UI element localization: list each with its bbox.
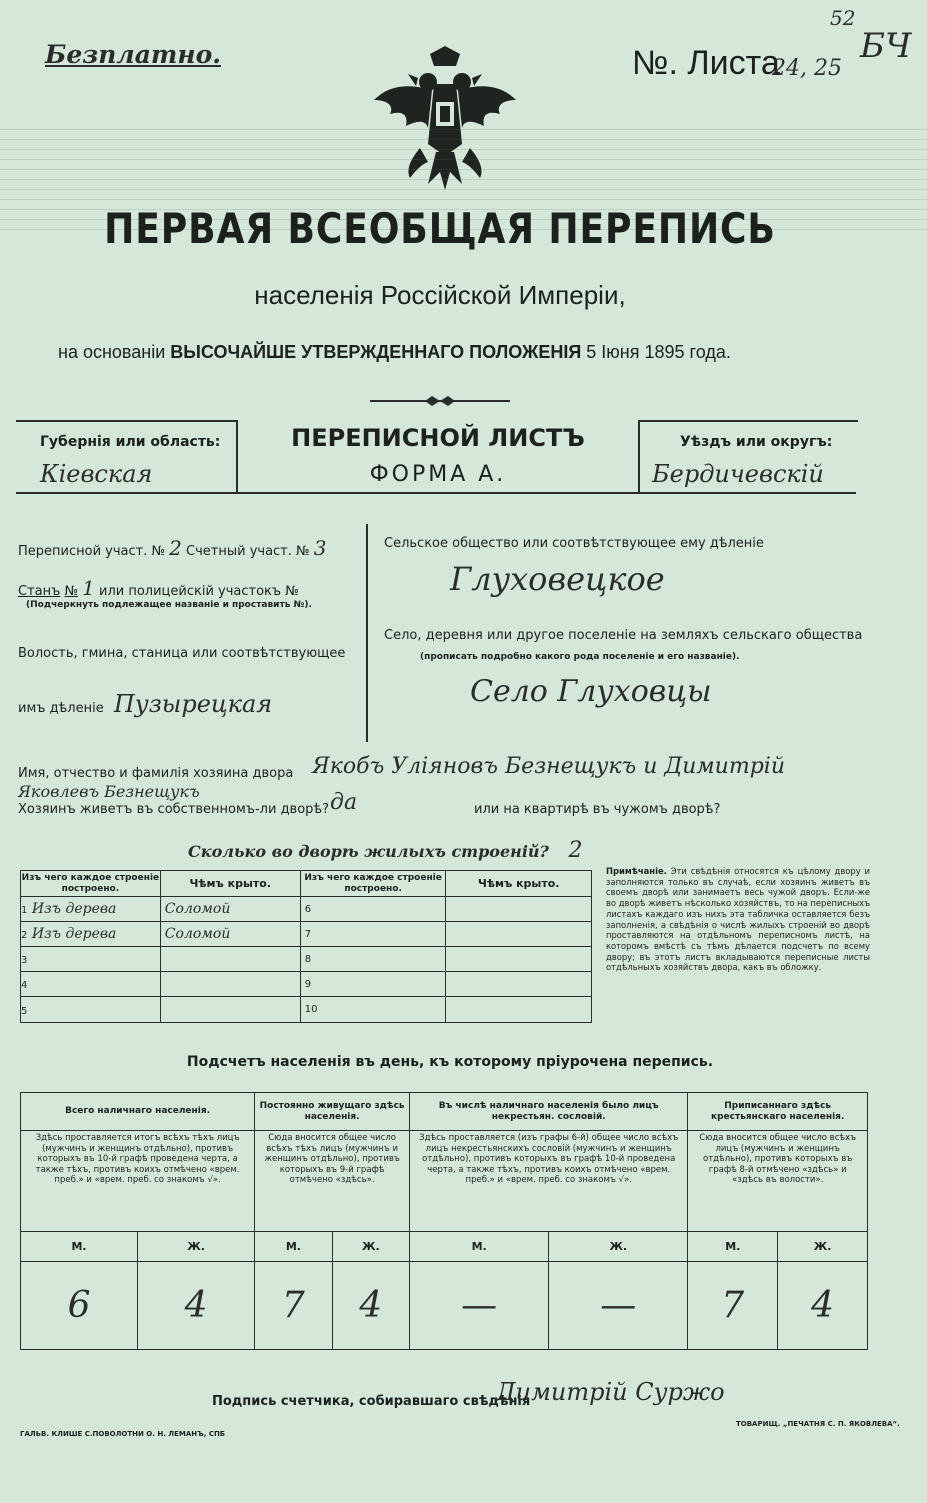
group-3-f-label: Ж. <box>549 1231 688 1261</box>
district-label: Уѣздъ или округъ: <box>680 434 833 450</box>
signature-value: Димитрій Суржо <box>496 1378 725 1406</box>
group-4-m-label: М. <box>688 1231 778 1261</box>
tally-values-row <box>21 1261 868 1349</box>
printer-right: ТОВАРИЩ. „ПЕЧАТНЯ С. П. ЯКОВЛЕВА“. <box>736 1420 900 1428</box>
group-2-desc: Сюда вносится общее число всѣхъ тѣхъ лицъ (мужчинъ и женщинъ отдѣльно), противъ которыхъ въ 9-й графѣ отмѣчено «здѣсь». <box>255 1131 410 1231</box>
table-row: 5 10 <box>21 997 592 1023</box>
village-label: Село, деревня или другое поселеніе на земляхъ сельскаго общества <box>384 628 863 643</box>
corner-number: 52 <box>830 6 856 30</box>
stan-field: Станъ № 1 или полицейскій участокъ № <box>18 576 299 600</box>
group-4-f-value: 4 <box>778 1261 868 1349</box>
tally-heading: Подсчетъ населенія въ день, къ которому пріурочена перепись. <box>186 1054 714 1070</box>
group-3-m-label: М. <box>410 1231 549 1261</box>
printer-left: ГАЛЬВ. КЛИШЕ С.ПОВОЛОТНИ О. Н. ЛЕМАНЪ, СПБ <box>20 1430 226 1438</box>
ornament-divider-icon <box>370 394 510 408</box>
owner-lives-value: да <box>330 790 358 815</box>
table-row: 3 8 <box>21 947 592 972</box>
buildings-table <box>20 870 592 1023</box>
col-roof-left: Чѣмъ крыто. <box>160 871 300 897</box>
group-1-m-value: 6 <box>21 1261 138 1349</box>
owner-name-value-2: Яковлевъ Безнещукъ <box>18 782 200 801</box>
group-2-m-label: М. <box>255 1231 332 1261</box>
owner-name-value-1: Якобъ Уліяновъ Безнещукъ и Димитрій <box>312 754 785 779</box>
table-row: 4 9 <box>21 972 592 997</box>
sub-title: населенія Россійской Имперіи, <box>254 280 626 310</box>
group-1-f-value: 4 <box>138 1261 255 1349</box>
col-roof-right: Чѣмъ крыто. <box>446 871 592 897</box>
group-3-title: Въ числѣ наличнаго населенія было лицъ некрестьян. сословій. <box>410 1093 688 1131</box>
corner-letters: БЧ <box>860 26 912 66</box>
group-2-f-label: Ж. <box>332 1231 409 1261</box>
form-subtitle: ФОРМА А. <box>369 462 507 487</box>
sheet-number-label: №. Листа <box>632 44 780 82</box>
col-built-right: Изъ чего каждое строеніе построено. <box>300 871 446 897</box>
society-value: Глуховецкое <box>450 560 665 598</box>
province-label: Губернія или область: <box>40 434 221 450</box>
tally-table <box>20 1092 868 1350</box>
group-3-desc: Здѣсь проставляется (изъ графы 6-й) общее число всѣхъ лицъ некрестьянскихъ сословій (мужчинъ и женщинъ отдѣльно), противъ которыхъ въ графѣ 10-й проведена черта, а также тѣхъ, противъ коихъ отмѣчено «врем. преб.» и «врем. преб. со знакомъ √». <box>410 1131 688 1231</box>
group-3-m-value: — <box>410 1261 549 1349</box>
header-rule <box>16 492 856 494</box>
col-built-left: Изъ чего каждое строеніе построено. <box>21 871 161 897</box>
group-4-title: Приписаннаго здѣсь крестьянскаго населенія. <box>688 1093 868 1131</box>
column-divider <box>366 524 368 742</box>
main-title: ПЕРВАЯ ВСЕОБЩАЯ ПЕРЕПИСЬ <box>104 204 776 253</box>
society-label: Сельское общество или соотвѣтствующее ему дѣленіе <box>384 536 764 551</box>
basis-line: на основаніи ВЫСОЧАЙШЕ УТВЕРЖДЕННАГО ПОЛОЖЕНІЯ 5 Іюня 1895 года. <box>58 342 731 362</box>
district-value: Бердичевскій <box>652 460 824 488</box>
group-1-m-label: М. <box>21 1231 138 1261</box>
village-value: Село Глуховцы <box>470 674 712 709</box>
group-2-m-value: 7 <box>255 1261 332 1349</box>
owner-rent-label: или на квартирѣ въ чужомъ дворѣ? <box>474 802 721 817</box>
underline-note: (Подчеркнуть подлежащее названіе и проставить №). <box>26 600 312 610</box>
province-value: Кіевская <box>40 460 153 488</box>
group-1-title: Всего наличнаго населенія. <box>21 1093 255 1131</box>
form-title: ПЕРЕПИСНОЙ ЛИСТЪ <box>291 424 585 452</box>
owner-name-label: Имя, отчество и фамилія хозяина двора <box>18 766 294 781</box>
signature-label: Подпись счетчика, собиравшаго свѣдѣнія <box>212 1394 531 1409</box>
buildings-count-field: Сколько во дворѣ жилыхъ строеній? 2 <box>188 838 583 863</box>
group-4-desc: Сюда вносится общее число всѣхъ лицъ (мужчинъ и женщинъ отдѣльно), противъ которыхъ въ графѣ 8-й отмѣчено «здѣсь» и «здѣсь въ волости». <box>688 1131 868 1231</box>
owner-lives-label: Хозяинъ живетъ въ собственномъ-ли дворѣ? <box>18 802 330 817</box>
group-4-m-value: 7 <box>688 1261 778 1349</box>
group-2-f-value: 4 <box>332 1261 409 1349</box>
table-row: 2 Изъ дерева Соломой 7 <box>21 922 592 947</box>
sheet-number-value: 24, 25 <box>772 56 842 81</box>
group-1-desc: Здѣсь проставляется итогъ всѣхъ тѣхъ лицъ (мужчинъ и женщинъ отдѣльно), противъ которыхъ въ 10-й графѣ проведена черта, а также тѣхъ, противъ коихъ отмѣчено «врем. преб.» и «врем. преб. со знакомъ √». <box>21 1131 255 1231</box>
table-row: 1 Изъ дерева Соломой 6 <box>21 897 592 922</box>
division-field: имъ дѣленіе Пузырецкая <box>18 690 273 718</box>
group-3-f-value: — <box>549 1261 688 1349</box>
group-4-f-label: Ж. <box>778 1231 868 1261</box>
group-1-f-label: Ж. <box>138 1231 255 1261</box>
census-section-field: Переписной участ. № 2 Счетный участ. № 3 <box>18 536 327 560</box>
buildings-note: Примѣчаніе. Эти свѣдѣнія относятся къ цѣлому двору и заполняются только въ случаѣ, если хозяинъ живетъ въ своемъ дворѣ или занимаетъ весь чужой дворъ. Если-же во дворѣ живетъ нѣсколько хозяйствъ, то на переписныхъ листахъ каждаго изъ нихъ эта табличка оставляется безъ заполненія, а свѣдѣнія о числѣ жилыхъ строеній во дворѣ проставляются на отдѣльномъ переписномъ листѣ, на которомъ вмѣстѣ съ тѣмъ дѣлается подсчетъ по всему двору; въ этотъ листъ вкладываются переписные листы отдѣльныхъ хозяйствъ двора, какъ въ обложку. <box>606 866 870 973</box>
volost-label: Волость, гмина, станица или соотвѣтствующее <box>18 646 346 661</box>
group-2-title: Постоянно живущаго здѣсь населенія. <box>255 1093 410 1131</box>
free-label: Безплатно. <box>45 40 221 69</box>
village-note: (прописать подробно какого рода поселеніе и его названіе). <box>420 652 740 662</box>
